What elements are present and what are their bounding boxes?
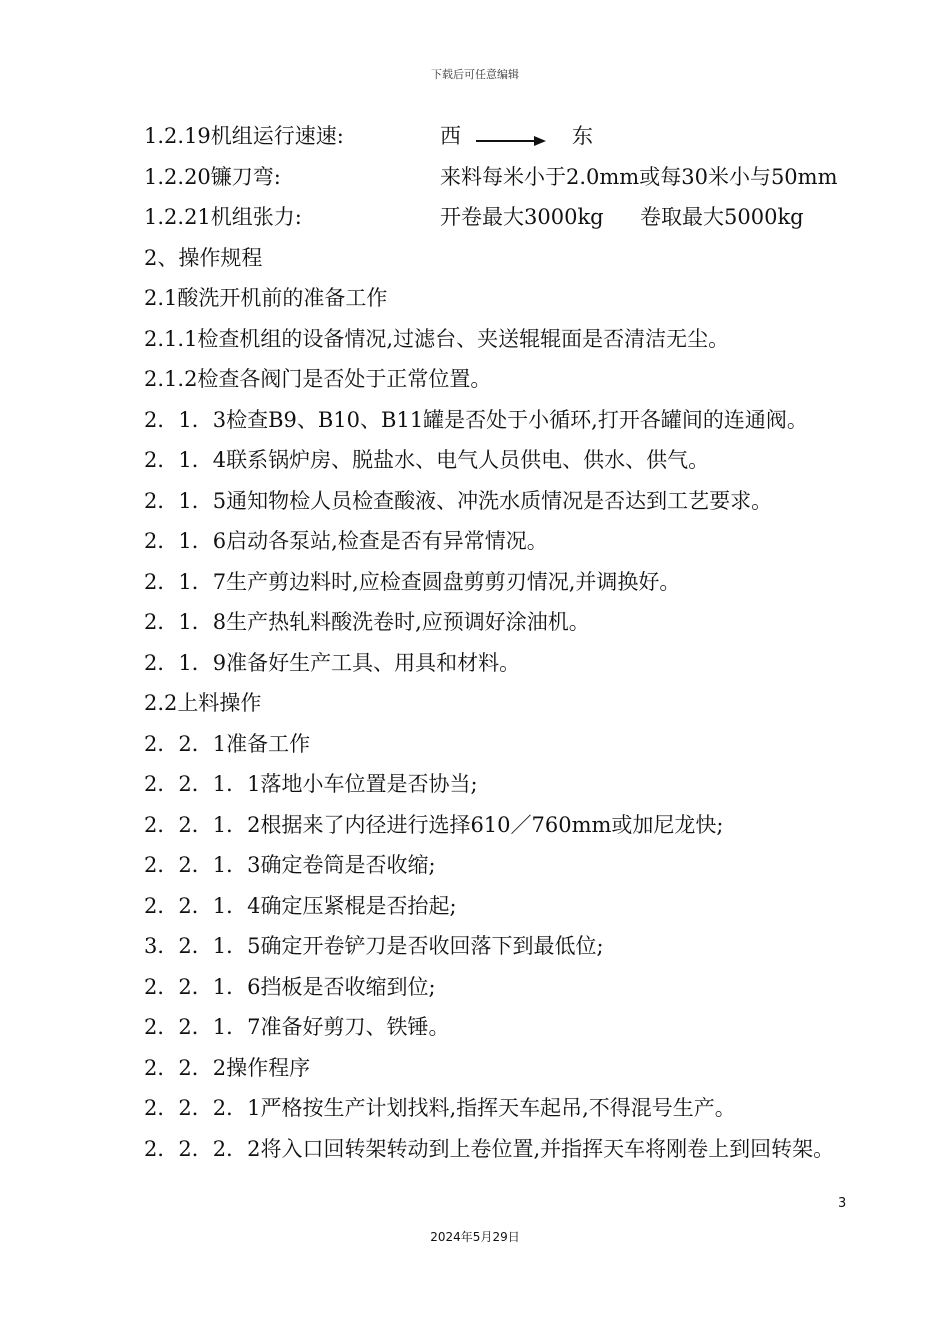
- procedure-item: 2．2．1．7准备好剪刀、铁锤。: [144, 1015, 450, 1039]
- spec-label: 1.2.21机组张力:: [144, 205, 302, 229]
- spec-label: 1.2.20镰刀弯:: [144, 164, 281, 189]
- document-body: [144, 116, 864, 1169]
- procedure-item: 2.1.2检查各阀门是否处于正常位置。: [144, 367, 492, 391]
- procedure-item: 2．2．2．2将入口回转架转动到上卷位置,并指挥天车将刚卷上到回转架。: [144, 1136, 835, 1161]
- spec-value: 来料每米小于2.0mm或每30米小与50mm: [440, 164, 838, 189]
- procedure-item: 2．2．1．3确定卷筒是否收缩;: [144, 853, 436, 877]
- procedure-item: 2．1．3检查B9、B10、B11罐是否处于小循环,打开各罐间的连通阀。: [144, 407, 808, 432]
- spec-row-tension: [144, 197, 864, 238]
- procedure-item: 2．2．1．1落地小车位置是否协当;: [144, 772, 478, 796]
- procedure-item: 2．1．7生产剪边料时,应检查圆盘剪剪刃情况,并调换好。: [144, 569, 681, 594]
- subsection-heading: 2.1酸洗开机前的准备工作: [144, 286, 388, 310]
- procedure-item: 2．2．1．6挡板是否收缩到位;: [144, 974, 436, 999]
- procedure-item: 2．1．9准备好生产工具、用具和材料。: [144, 650, 521, 675]
- procedure-item: 2．2．2．1严格按生产计划找料,指挥天车起吊,不得混号生产。: [144, 1096, 736, 1120]
- page-number: 3: [838, 1196, 847, 1211]
- procedure-item: 2．2．1．2根据来了内径进行选择610／760mm或加尼龙快;: [144, 812, 724, 837]
- section-heading: 2、操作规程: [144, 245, 263, 270]
- right-arrow-icon: [476, 135, 546, 147]
- spec-label: 1.2.19机组运行速速:: [144, 124, 344, 148]
- procedure-item: 2．2．2操作程序: [144, 1055, 311, 1080]
- page-footer-date: 2024年5月29日: [430, 1230, 520, 1244]
- page-header: 下载后可任意编辑: [431, 68, 519, 81]
- spec-value: 开卷最大3000kg: [440, 205, 604, 229]
- procedure-item: 2．1．5通知物检人员检查酸液、冲洗水质情况是否达到工艺要求。: [144, 488, 773, 513]
- procedure-item: 2．1．8生产热轧料酸洗卷时,应预调好涂油机。: [144, 610, 590, 634]
- subsection-heading: 2.2上料操作: [144, 691, 262, 715]
- procedure-item: 2.1.1检查机组的设备情况,过滤台、夹送辊辊面是否清洁无尘。: [144, 326, 730, 351]
- spec-value: 西: [440, 124, 461, 148]
- procedure-item: 2．2．1准备工作: [144, 731, 311, 756]
- spec-row-camber: [144, 157, 864, 198]
- spec-row-speed: [144, 116, 864, 157]
- spec-value-2: 卷取最大5000kg: [640, 205, 804, 229]
- procedure-item: 2．2．1．4确定压紧棍是否抬起;: [144, 893, 457, 918]
- procedure-item: 2．1．6启动各泵站,检查是否有异常情况。: [144, 529, 548, 553]
- procedure-item: 3．2．1．5确定开卷铲刀是否收回落下到最低位;: [144, 934, 604, 958]
- spec-value-2: 东: [572, 124, 593, 148]
- procedure-item: 2．1．4联系锅炉房、脱盐水、电气人员供电、供水、供气。: [144, 448, 710, 472]
